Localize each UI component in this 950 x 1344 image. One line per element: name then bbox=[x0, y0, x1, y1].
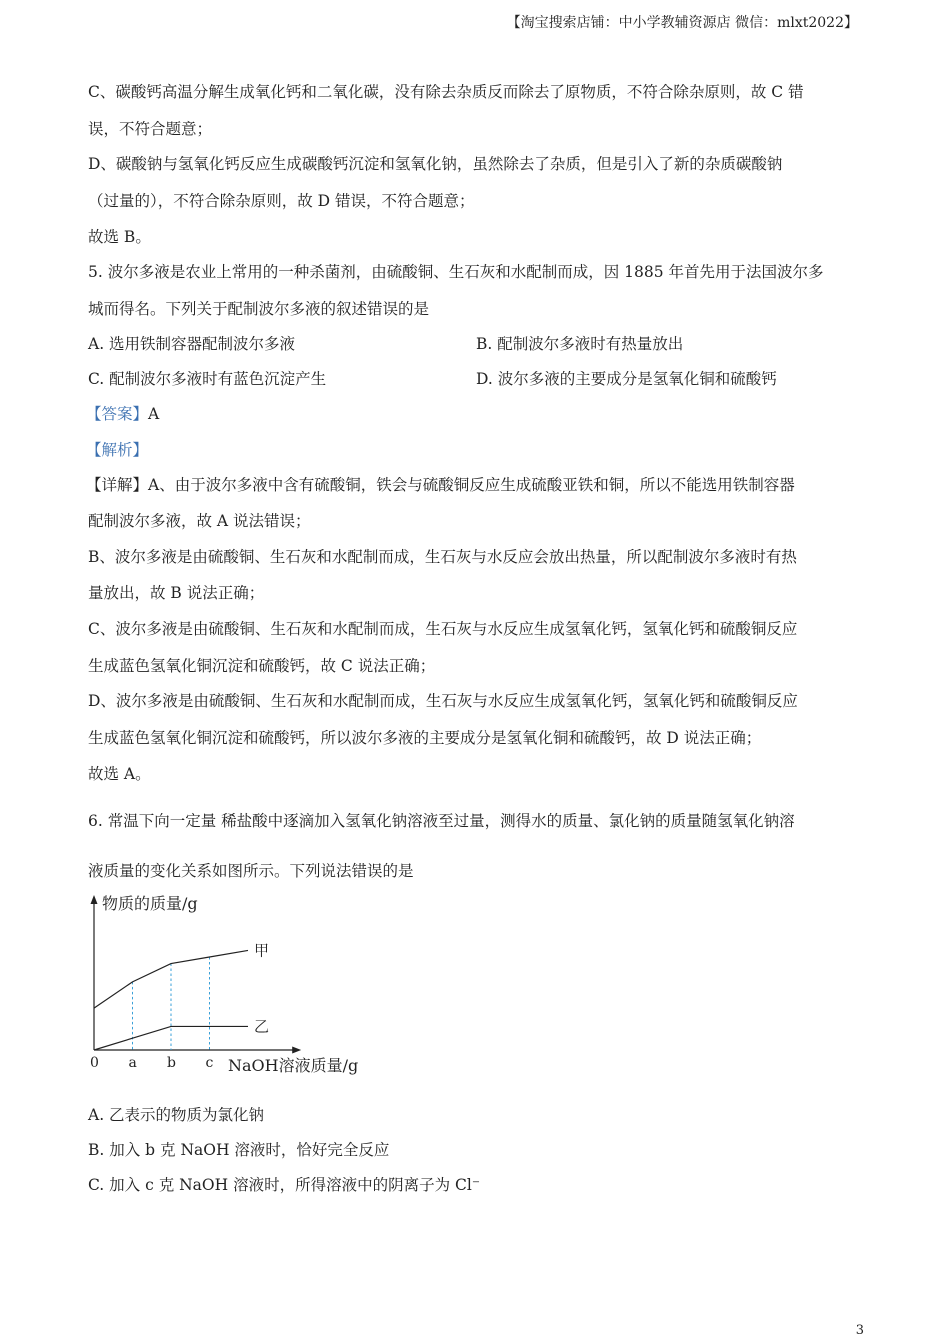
origin-label: 0 bbox=[90, 1055, 99, 1071]
detail-line: 生成蓝色氢氧化铜沉淀和硫酸钙，故 C 说法正确； bbox=[88, 657, 436, 675]
detail-line: 故选 A。 bbox=[88, 765, 151, 783]
q6-option-a: A. 乙表示的物质为氯化钠 bbox=[88, 1106, 265, 1124]
answer-row bbox=[86, 402, 159, 424]
q5-option-b: B. 配制波尔多液时有热量放出 bbox=[476, 335, 684, 353]
q6-option-b: B. 加入 b 克 NaOH 溶液时，恰好完全反应 bbox=[88, 1141, 390, 1159]
answer-label: 【答案】 bbox=[86, 405, 149, 423]
detail-line: D、波尔多液是由硫酸铜、生石灰和水配制而成，生石灰与水反应生成氢氧化钙，氢氧化钙和硫酸铜反应 bbox=[88, 692, 798, 710]
series-label: 乙 bbox=[254, 1017, 270, 1036]
x-tick-label: c bbox=[205, 1055, 214, 1071]
text-line: C、碳酸钙高温分解生成氧化钙和二氧化碳，没有除去杂质反而除去了原物质，不符合除杂原则，故 C 错 bbox=[88, 83, 804, 101]
question-6-cont: 液质量的变化关系如图所示。下列说法错误的是 bbox=[88, 862, 414, 880]
detail-line: 【详解】A、由于波尔多液中含有硫酸铜，铁会与硫酸铜反应生成硫酸亚铁和铜，所以不能选用铁制容器 bbox=[86, 476, 795, 494]
series-label: 甲 bbox=[254, 941, 270, 960]
answer-value: A bbox=[148, 405, 160, 423]
text-line: （过量的），不符合除杂原则，故 D 错误，不符合题意； bbox=[88, 192, 475, 210]
q6-option-c: C. 加入 c 克 NaOH 溶液时，所得溶液中的阴离子为 Cl⁻ bbox=[88, 1176, 481, 1194]
question-5-cont: 城而得名。下列关于配制波尔多液的叙述错误的是 bbox=[88, 300, 430, 318]
detail-line: B、波尔多液是由硫酸铜、生石灰和水配制而成，生石灰与水反应会放出热量，所以配制波尔多液时有热 bbox=[88, 548, 797, 566]
y-axis-arrow bbox=[91, 895, 98, 904]
question-6: 6. 常温下向一定量 稀盐酸中逐滴加入氢氧化钠溶液至过量，测得水的质量、氯化钠的质量随氢氧化钠溶 bbox=[88, 812, 795, 830]
question-5: 5. 波尔多液是农业上常用的一种杀菌剂，由硫酸铜、生石灰和水配制而成，因 1885 年首先用于法国波尔多 bbox=[88, 263, 824, 281]
x-tick-label: b bbox=[167, 1055, 176, 1071]
detail-line: 生成蓝色氢氧化铜沉淀和硫酸钙，所以波尔多液的主要成分是氢氧化铜和硫酸钙，故 D 说法正确； bbox=[88, 729, 762, 747]
y-axis-label: 物质的质量/g bbox=[102, 894, 198, 913]
text-line: 故选 B。 bbox=[88, 228, 151, 246]
q5-option-c: C. 配制波尔多液时有蓝色沉淀产生 bbox=[88, 370, 327, 388]
x-tick-label: a bbox=[128, 1055, 137, 1071]
q5-option-a: A. 选用铁制容器配制波尔多液 bbox=[88, 335, 296, 353]
detail-line: 配制波尔多液，故 A 说法错误； bbox=[88, 512, 311, 530]
text-line: D、碳酸钠与氢氧化钙反应生成碳酸钙沉淀和氢氧化钠，虽然除去了杂质，但是引入了新的杂质碳酸钠 bbox=[88, 155, 783, 173]
q5-option-d: D. 波尔多液的主要成分是氢氧化铜和硫酸钙 bbox=[476, 370, 777, 388]
page-header: 【淘宝搜索店铺：中小学教辅资源店 微信：mlxt2022】 bbox=[506, 15, 858, 31]
mass-chart bbox=[84, 886, 374, 1078]
text-line: 误，不符合题意； bbox=[88, 120, 213, 138]
detail-line: C、波尔多液是由硫酸铜、生石灰和水配制而成，生石灰与水反应生成氢氧化钙，氢氧化钙和硫酸铜反应 bbox=[88, 620, 798, 638]
analysis-label: 【解析】 bbox=[86, 441, 149, 459]
page-number: 3 bbox=[855, 1323, 864, 1338]
detail-line: 量放出，故 B 说法正确； bbox=[88, 584, 265, 602]
x-axis-arrow bbox=[292, 1047, 301, 1054]
x-axis-label: NaOH溶液质量/g bbox=[228, 1056, 359, 1075]
